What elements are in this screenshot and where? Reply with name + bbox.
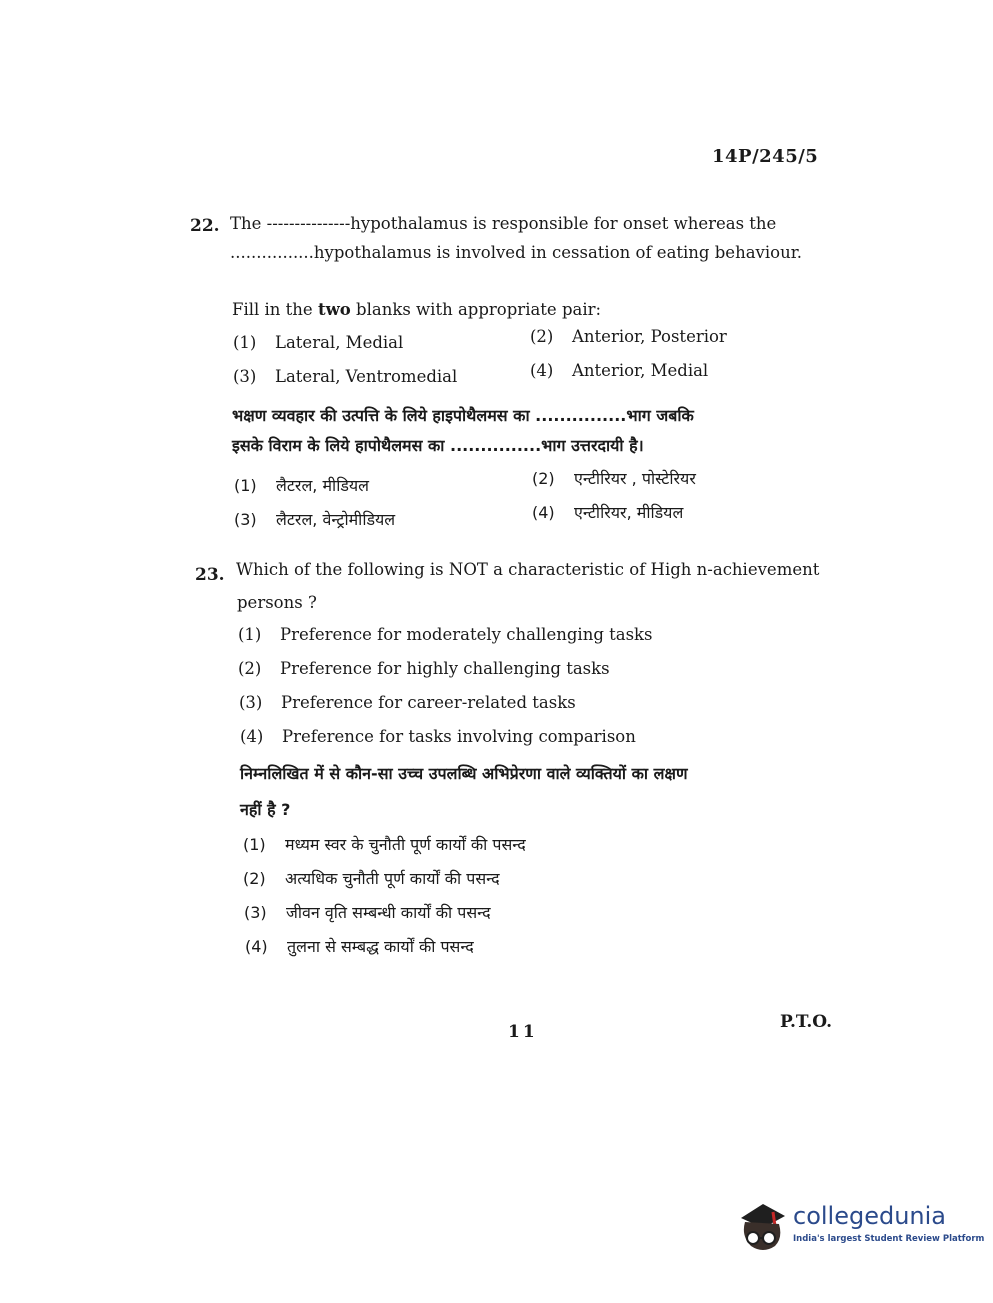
question-23-number: 23.: [195, 565, 225, 585]
question-22-instruction: Fill in the two blanks with appropriate pair:: [232, 300, 602, 319]
question-22-number: 22.: [190, 216, 220, 236]
q22-option-en-1: (1) Lateral, Medial: [233, 333, 404, 352]
q22-option-en-4: (4) Anterior, Medial: [530, 361, 709, 380]
q23-option-hi-2: (2) अत्यधिक चुनौती पूर्ण कार्यों की पसन्द: [243, 869, 500, 888]
q22-option-en-2: (2) Anterior, Posterior: [530, 327, 727, 346]
question-23-text-line2: persons ?: [237, 593, 317, 612]
question-23-hindi-line1: निम्नलिखित में से कौन-सा उच्च उपलब्धि अभिप्रेरणा वाले व्यक्तियों का लक्षण: [240, 764, 688, 783]
brand-tagline: India's largest Student Review Platform: [793, 1234, 985, 1244]
q23-option-en-1: (1) Preference for moderately challenging tasks: [238, 625, 653, 644]
q23-option-hi-3: (3) जीवन वृति सम्बन्धी कार्यों की पसन्द: [244, 903, 491, 922]
page-number: 11: [508, 1022, 538, 1042]
q22-option-en-3: (3) Lateral, Ventromedial: [233, 367, 458, 386]
q23-option-en-2: (2) Preference for highly challenging tasks: [238, 659, 610, 678]
mascot-icon: [735, 1196, 791, 1256]
question-23-hindi-line2: नहीं है ?: [240, 800, 291, 819]
q23-option-hi-1: (1) मध्यम स्वर के चुनौती पूर्ण कार्यों की पसन्द: [243, 835, 526, 854]
q23-option-en-4: (4) Preference for tasks involving comparison: [240, 727, 636, 746]
question-23-text-line1: Which of the following is NOT a characteristic of High n-achievement: [236, 560, 820, 579]
q22-option-hi-4: (4) एन्टीरियर, मीडियल: [532, 503, 684, 522]
question-22-hindi-line2: इसके विराम के लिये हापोथैलमस का ...............भाग उत्तरदायी है।: [232, 436, 644, 455]
pto-marker: P.T.O.: [780, 1012, 832, 1032]
q23-option-en-3: (3) Preference for career-related tasks: [239, 693, 576, 712]
q22-option-hi-1: (1) लैटरल, मीडियल: [234, 476, 370, 495]
brand-name: collegedunia: [793, 1202, 947, 1230]
q23-option-hi-4: (4) तुलना से सम्बद्ध कार्यों की पसन्द: [245, 937, 474, 956]
paper-code: 14P/245/5: [712, 146, 819, 167]
collegedunia-logo: [735, 1196, 985, 1256]
question-22-text-line2: ................hypothalamus is involved in cessation of eating behaviour.: [230, 243, 803, 262]
question-22-text-line1: The ---------------hypothalamus is responsible for onset whereas the: [230, 214, 777, 233]
instruction-emphasis: two: [317, 300, 351, 319]
question-22-hindi-line1: भक्षण व्यवहार की उत्पत्ति के लिये हाइपोथैलमस का ...............भाग जबकि: [232, 406, 694, 425]
q22-option-hi-3: (3) लैटरल, वेन्ट्रोमीडियल: [234, 510, 396, 529]
q22-option-hi-2: (2) एन्टीरियर , पोस्टेरियर: [532, 469, 696, 488]
